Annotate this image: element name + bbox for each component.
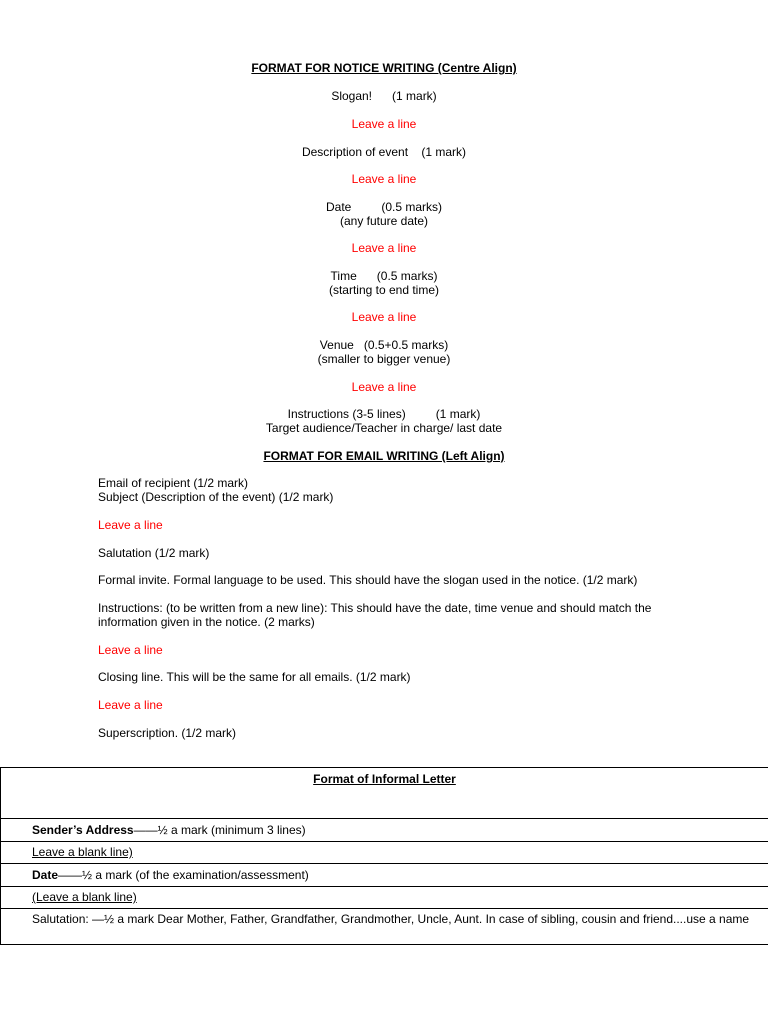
email-salutation-text: Salutation (1/2 mark): [98, 546, 210, 560]
date-label: Date: [32, 868, 59, 882]
notice-time: [0, 269, 768, 297]
notice-heading-block: [0, 61, 768, 75]
leave-line-text: Leave a line: [98, 698, 163, 712]
email-invite: [98, 573, 738, 587]
leave-line-text: Leave a line: [351, 172, 417, 186]
email-leave-line-2: [98, 643, 718, 657]
notice-description: [0, 145, 768, 159]
informal-letter-table: [0, 767, 768, 945]
leave-line-text: Leave a line: [98, 643, 163, 657]
email-leave-line-1: [98, 518, 718, 532]
notice-instructions-text: Instructions (3-5 lines) (1 mark): [287, 407, 481, 421]
blank-line-text: Leave a blank line): [32, 845, 133, 859]
sender-address-row: [1, 819, 768, 842]
blank-line-row-1: [1, 842, 768, 864]
notice-slogan: [0, 89, 768, 103]
salutation-row: [1, 909, 768, 945]
leave-line-text: Leave a line: [351, 117, 417, 131]
email-leave-line-3: [98, 698, 718, 712]
blank-line-row-2: [1, 887, 768, 909]
notice-leave-line-5: [0, 380, 768, 394]
notice-instructions: [0, 407, 768, 435]
blank-line-text: (Leave a blank line): [32, 890, 137, 904]
notice-date-text: Date (0.5 marks): [325, 200, 443, 214]
date-row: [1, 864, 768, 887]
email-instructions-text: Instructions: (to be written from a new line): This should have the date, time venue and should match the information given in the notice. (2 marks): [98, 601, 652, 629]
email-subject: Subject (Description of the event) (1/2 mark): [98, 490, 334, 504]
email-recipient: Email of recipient (1/2 mark): [98, 476, 249, 490]
notice-heading: FORMAT FOR NOTICE WRITING (Centre Align): [251, 61, 517, 75]
email-heading-block: [0, 449, 768, 463]
email-invite-text: Formal invite. Formal language to be used. This should have the slogan used in the notice. (1/2 mark): [98, 573, 638, 587]
notice-venue-text: Venue (0.5+0.5 marks): [319, 338, 449, 352]
notice-time-text: Time (0.5 marks): [330, 269, 438, 283]
sender-address-label: Sender’s Address: [32, 823, 134, 837]
email-closing: [98, 670, 718, 684]
salutation-text: Salutation: —½ a mark Dear Mother, Father, Grandfather, Grandmother, Uncle, Aunt. In case of sibling, cousin and friend....use a name: [32, 912, 750, 926]
notice-venue-note: (smaller to bigger venue): [317, 352, 451, 366]
email-recipient-subject: [98, 476, 718, 504]
notice-date-note: (any future date): [339, 214, 429, 228]
email-salutation: [98, 546, 718, 560]
leave-line-text: Leave a line: [98, 518, 163, 532]
notice-leave-line-3: [0, 241, 768, 255]
notice-leave-line-2: [0, 172, 768, 186]
notice-description-text: Description of event (1 mark): [301, 145, 467, 159]
date-detail: ——½ a mark (of the examination/assessment): [58, 868, 309, 882]
email-superscription: [98, 726, 718, 740]
leave-line-text: Leave a line: [351, 310, 417, 324]
notice-instructions-note: Target audience/Teacher in charge/ last date: [265, 421, 503, 435]
leave-line-text: Leave a line: [351, 380, 417, 394]
notice-venue: [0, 338, 768, 366]
email-heading: FORMAT FOR EMAIL WRITING (Left Align): [263, 449, 505, 463]
leave-line-text: Leave a line: [351, 241, 417, 255]
informal-letter-heading: Format of Informal Letter: [313, 772, 456, 786]
email-superscription-text: Superscription. (1/2 mark): [98, 726, 237, 740]
email-closing-text: Closing line. This will be the same for all emails. (1/2 mark): [98, 670, 411, 684]
notice-slogan-text: Slogan! (1 mark): [331, 89, 437, 103]
notice-leave-line-4: [0, 310, 768, 324]
sender-address-detail: ——½ a mark (minimum 3 lines): [133, 823, 306, 837]
notice-time-note: (starting to end time): [328, 283, 440, 297]
notice-date: [0, 200, 768, 228]
informal-letter-title-row: [1, 768, 768, 819]
email-instructions: [98, 601, 698, 629]
notice-leave-line-1: [0, 117, 768, 131]
